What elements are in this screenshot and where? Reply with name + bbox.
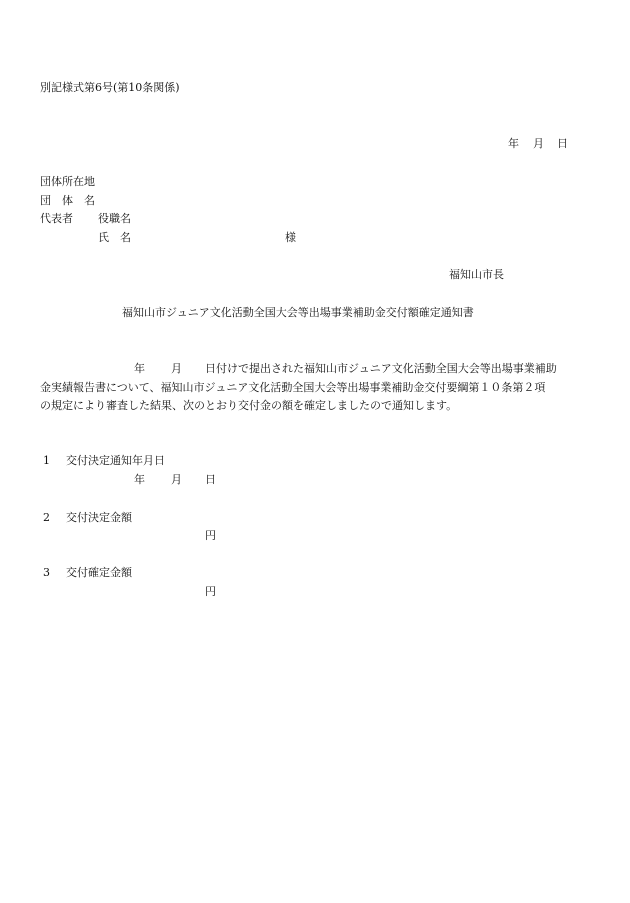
document-title: 福知山市ジュニア文化活動全国大会等出場事業補助金交付額確定通知書 — [122, 306, 474, 319]
issuer: 福知山市長 — [449, 268, 504, 281]
item-number: 3 — [43, 566, 50, 579]
body-line-3: の規定により審査した結果、次のとおり交付金の額を確定しましたので通知します。 — [40, 399, 458, 412]
body-year-label: 年 — [134, 362, 145, 375]
item-number: 2 — [43, 511, 50, 524]
item-unit-yen: 円 — [205, 529, 216, 542]
position-label: 役職名 — [98, 212, 131, 225]
body-line-2: 金実績報告書について、福知山市ジュニア文化活動全国大会等出場事業補助金交付要綱第１０条第２項 — [40, 381, 546, 394]
body-month-label: 月 — [171, 362, 182, 375]
name-label: 氏 名 — [98, 231, 131, 244]
item-label: 交付確定金額 — [66, 566, 132, 579]
item-label: 交付決定金額 — [66, 511, 132, 524]
date-month-label: 月 — [533, 137, 544, 150]
item-month-label: 月 — [171, 473, 182, 486]
date-day-label: 日 — [557, 137, 568, 150]
item-number: 1 — [43, 454, 50, 467]
honorific: 様 — [285, 231, 296, 244]
date-year-label: 年 — [508, 137, 519, 150]
body-line-1: 日付けで提出された福知山市ジュニア文化活動全国大会等出場事業補助 — [205, 362, 557, 375]
address-label: 団体所在地 — [40, 175, 95, 188]
item-day-label: 日 — [205, 473, 216, 486]
form-label: 別記様式第6号(第10条関係) — [40, 81, 180, 94]
item-unit-yen: 円 — [205, 585, 216, 598]
representative-label: 代表者 — [40, 212, 73, 225]
item-label: 交付決定通知年月日 — [66, 454, 165, 467]
org-name-label: 団 体 名 — [40, 194, 95, 207]
item-year-label: 年 — [134, 473, 145, 486]
